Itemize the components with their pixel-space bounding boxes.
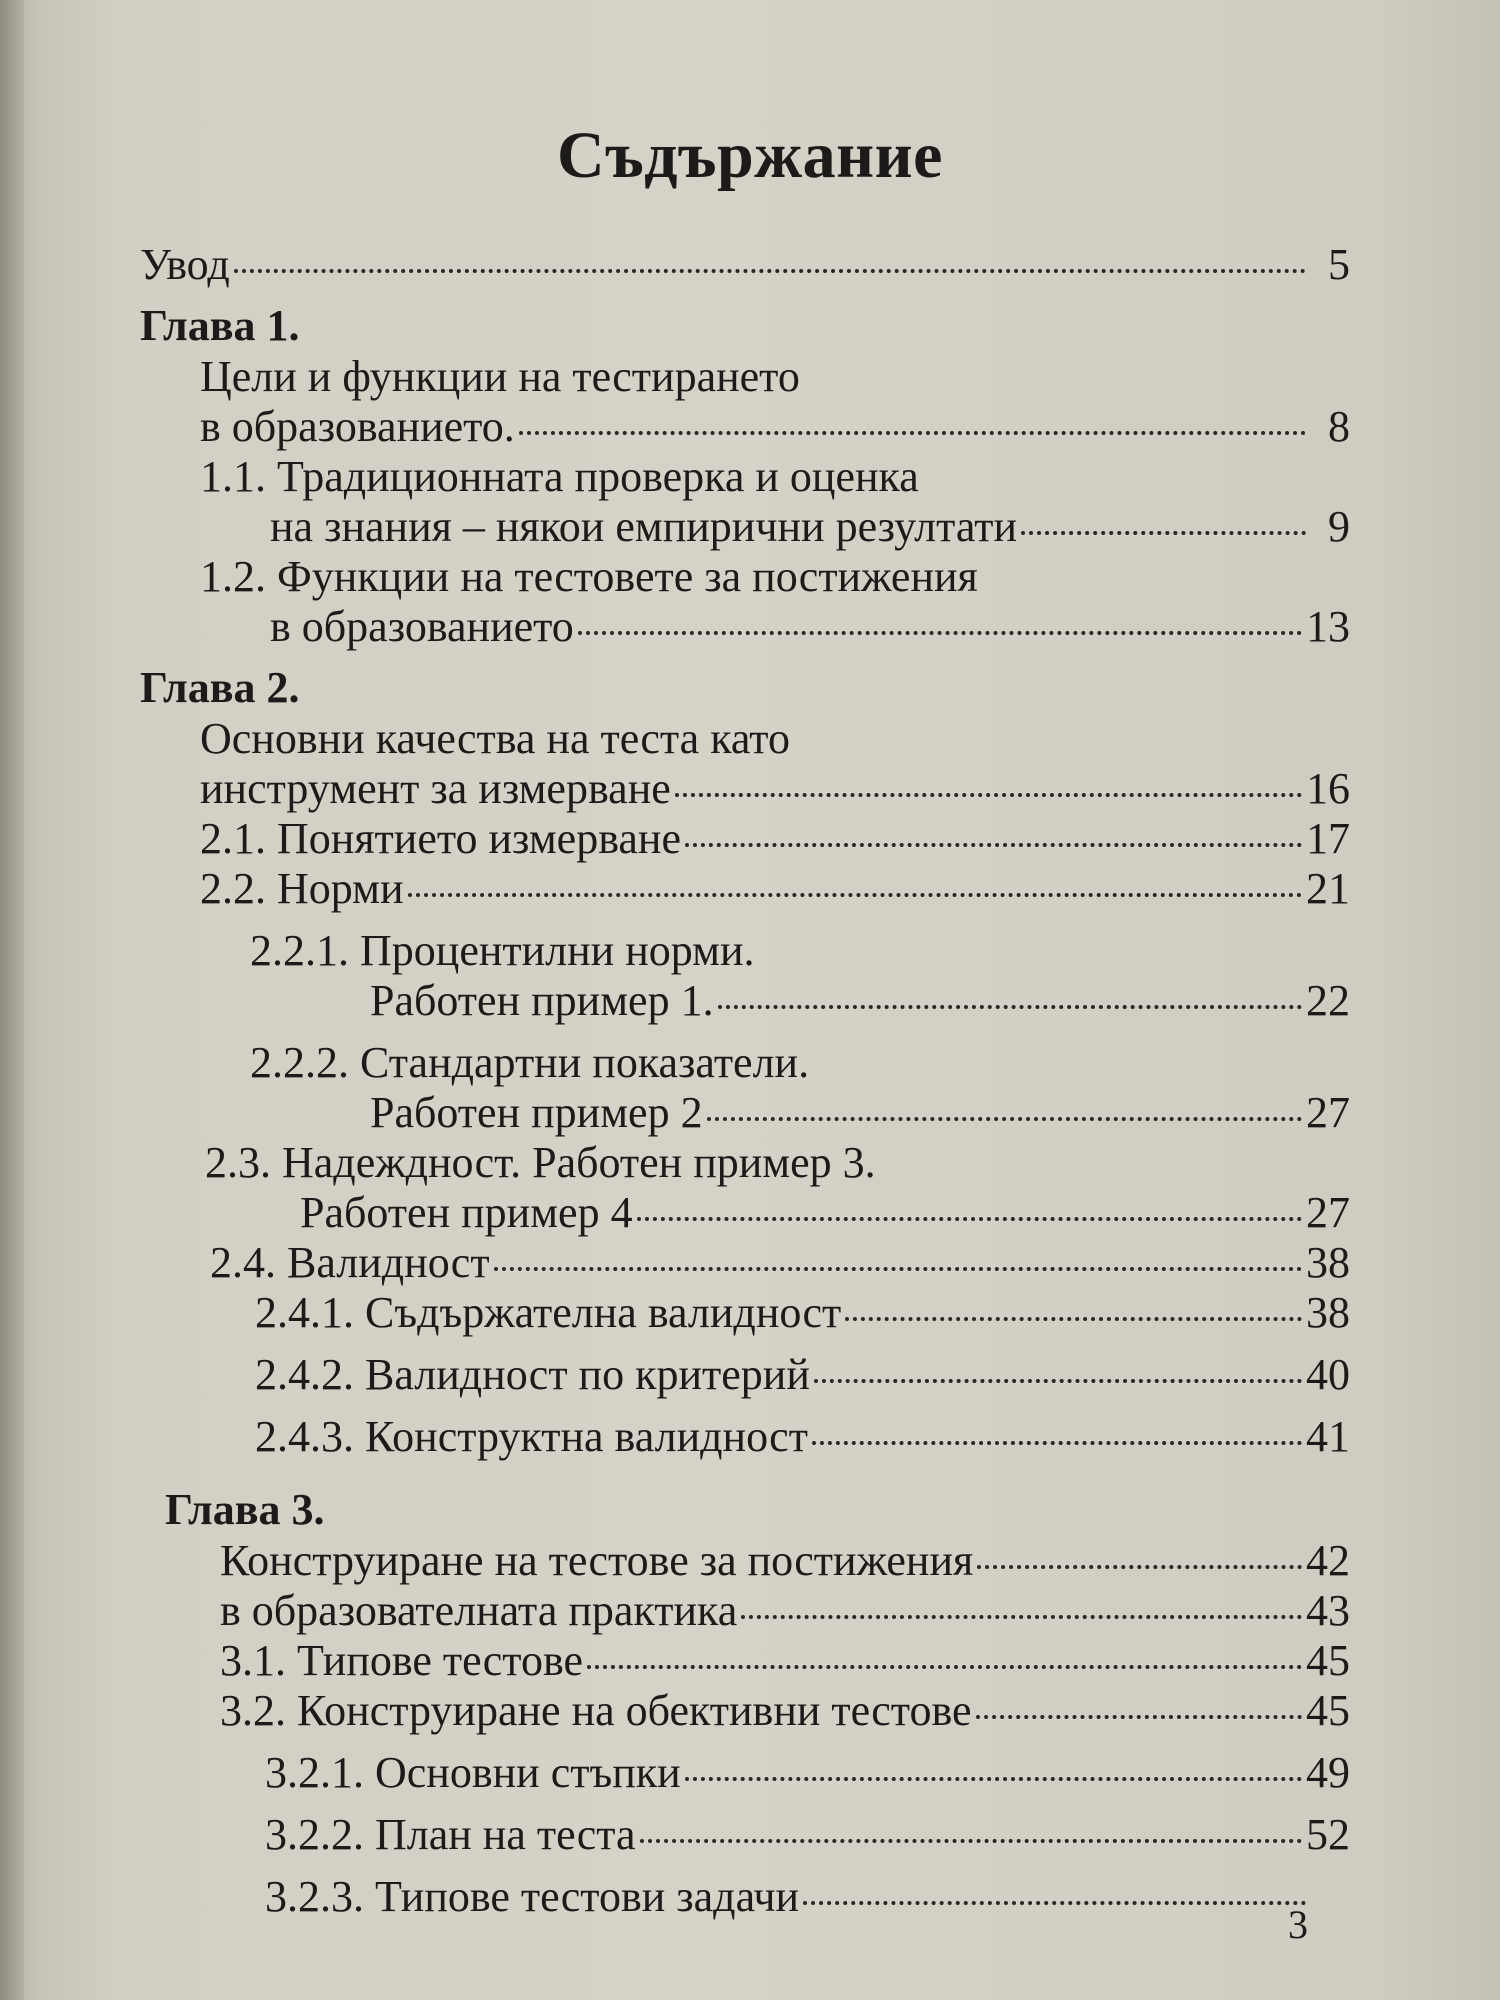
chapter-heading-2: Глава 2. — [140, 663, 300, 712]
toc-page-number: 52 — [1306, 1810, 1350, 1859]
dot-leader — [685, 1767, 1302, 1781]
toc-page-number: 27 — [1306, 1188, 1350, 1237]
dot-leader — [741, 1605, 1302, 1619]
toc-entry-label: в образователната практика — [220, 1586, 738, 1635]
toc-entry-3-2-1 — [140, 1748, 1350, 1798]
dot-leader — [845, 1307, 1302, 1321]
toc-entry-label: 3.2.3. Типове тестови задачи — [265, 1872, 800, 1921]
toc-page-number: 45 — [1306, 1686, 1350, 1735]
toc-entry-2-2 — [140, 864, 1350, 914]
toc-entry-label: 3.1. Типове тестове — [220, 1636, 583, 1685]
toc-entry-3-2 — [140, 1686, 1350, 1736]
dot-leader — [812, 1431, 1302, 1445]
toc-entry-1-1 — [140, 502, 1350, 552]
book-spine-shadow — [0, 0, 24, 2000]
toc-entry-intro — [140, 240, 1350, 290]
toc-entry-label: 3.2. Конструиране на обективни тестове — [220, 1686, 972, 1735]
toc-page-number: 17 — [1306, 814, 1350, 863]
dot-leader — [578, 621, 1302, 635]
toc-entry-label: 3.2.2. План на теста — [265, 1810, 636, 1859]
dot-leader — [234, 259, 1306, 273]
toc-page-number: 41 — [1306, 1412, 1350, 1461]
toc-page-number: 40 — [1306, 1350, 1350, 1399]
toc-entry-label: Работен пример 2 — [370, 1088, 703, 1137]
toc-page-number: 45 — [1306, 1636, 1350, 1685]
toc-entry-1-2 — [140, 602, 1350, 652]
toc-entry-1-2-title: 1.2. Функции на тестовете за постижения — [200, 552, 978, 601]
dot-leader — [494, 1257, 1302, 1271]
toc-page-number: 27 — [1306, 1088, 1350, 1137]
toc-entry-chapter1-title: Цели и функции на тестирането — [200, 352, 800, 401]
toc-entry-label: 2.4.1. Съдържателна валидност — [255, 1288, 842, 1337]
chapter-heading-1: Глава 1. — [140, 301, 300, 350]
chapter-heading-3: Глава 3. — [165, 1485, 325, 1534]
toc-entry-3-1 — [140, 1636, 1350, 1686]
dot-leader — [637, 1207, 1302, 1221]
dot-leader — [675, 783, 1302, 797]
toc-entry-2-4-1 — [140, 1288, 1350, 1338]
toc-page-number: 22 — [1306, 976, 1350, 1025]
toc-entry-label: на знания – някои емпирични резултати — [270, 502, 1018, 551]
toc-entry-2-4-3 — [140, 1412, 1350, 1462]
toc-entry-label: 2.4. Валидност — [210, 1238, 490, 1287]
toc-entry-label: Конструиране на тестове за постижения — [220, 1536, 974, 1585]
table-of-contents — [140, 240, 1350, 1922]
toc-entry-label: 2.1. Понятието измерване — [200, 814, 681, 863]
toc-entry-label: Работен пример 4 — [300, 1188, 633, 1237]
toc-entry-chapter3-title — [140, 1536, 1350, 1586]
toc-entry-label: Работен пример 1. — [370, 976, 714, 1025]
toc-page-number: 42 — [1306, 1536, 1350, 1585]
toc-page-number: 38 — [1306, 1238, 1350, 1287]
toc-entry-3-2-2 — [140, 1810, 1350, 1860]
toc-entry-2-4-2 — [140, 1350, 1350, 1400]
dot-leader — [814, 1369, 1302, 1383]
dot-leader — [685, 833, 1302, 847]
toc-page-number: 21 — [1306, 864, 1350, 913]
toc-page-number: 38 — [1306, 1288, 1350, 1337]
toc-entry-label: 2.2. Норми — [200, 864, 404, 913]
toc-entry-2-2-1-title: 2.2.1. Процентилни норми. — [250, 926, 755, 975]
toc-entry-2-3 — [140, 1188, 1350, 1238]
toc-entry-label: 3.2.1. Основни стъпки — [265, 1748, 681, 1797]
dot-leader — [976, 1705, 1302, 1719]
toc-entry-2-2-2 — [140, 1088, 1350, 1138]
toc-page-number: 5 — [1328, 240, 1350, 289]
dot-leader — [803, 1891, 1306, 1905]
toc-entry-chapter3 — [140, 1586, 1350, 1636]
toc-entry-label: в образованието — [270, 602, 574, 651]
toc-entry-chapter2 — [140, 764, 1350, 814]
dot-leader — [1021, 521, 1306, 535]
dot-leader — [640, 1829, 1302, 1843]
toc-entry-label: 2.4.2. Валидност по критерий — [255, 1350, 810, 1399]
dot-leader — [707, 1107, 1302, 1121]
toc-entry-chapter1 — [140, 402, 1350, 452]
toc-page-number: 9 — [1328, 502, 1350, 551]
dot-leader — [977, 1555, 1302, 1569]
toc-page-number: 16 — [1306, 764, 1350, 813]
toc-entry-label: Увод — [140, 240, 230, 289]
toc-page-number: 43 — [1306, 1586, 1350, 1635]
toc-entry-label: инструмент за измерване — [200, 764, 671, 813]
toc-entry-3-2-3 — [140, 1872, 1350, 1922]
toc-page-number: 49 — [1306, 1748, 1350, 1797]
toc-entry-label: в образованието. — [200, 402, 515, 451]
toc-page-number: 8 — [1328, 402, 1350, 451]
toc-entry-1-1-title: 1.1. Традиционната проверка и оценка — [200, 452, 919, 501]
toc-entry-2-3-title: 2.3. Надеждност. Работен пример 3. — [205, 1138, 876, 1187]
dot-leader — [718, 995, 1302, 1009]
dot-leader — [519, 421, 1306, 435]
dot-leader — [408, 883, 1303, 897]
dot-leader — [587, 1655, 1302, 1669]
page-number: 3 — [1288, 1902, 1308, 1947]
toc-entry-2-4 — [140, 1238, 1350, 1288]
toc-page-number: 13 — [1306, 602, 1350, 651]
toc-entry-2-2-1 — [140, 976, 1350, 1026]
toc-entry-chapter2-title: Основни качества на теста като — [200, 714, 790, 763]
toc-entry-2-2-2-title: 2.2.2. Стандартни показатели. — [250, 1038, 810, 1087]
page-title: Съдържание — [557, 119, 943, 192]
toc-entry-label: 2.4.3. Конструктна валидност — [255, 1412, 808, 1461]
toc-entry-2-1 — [140, 814, 1350, 864]
